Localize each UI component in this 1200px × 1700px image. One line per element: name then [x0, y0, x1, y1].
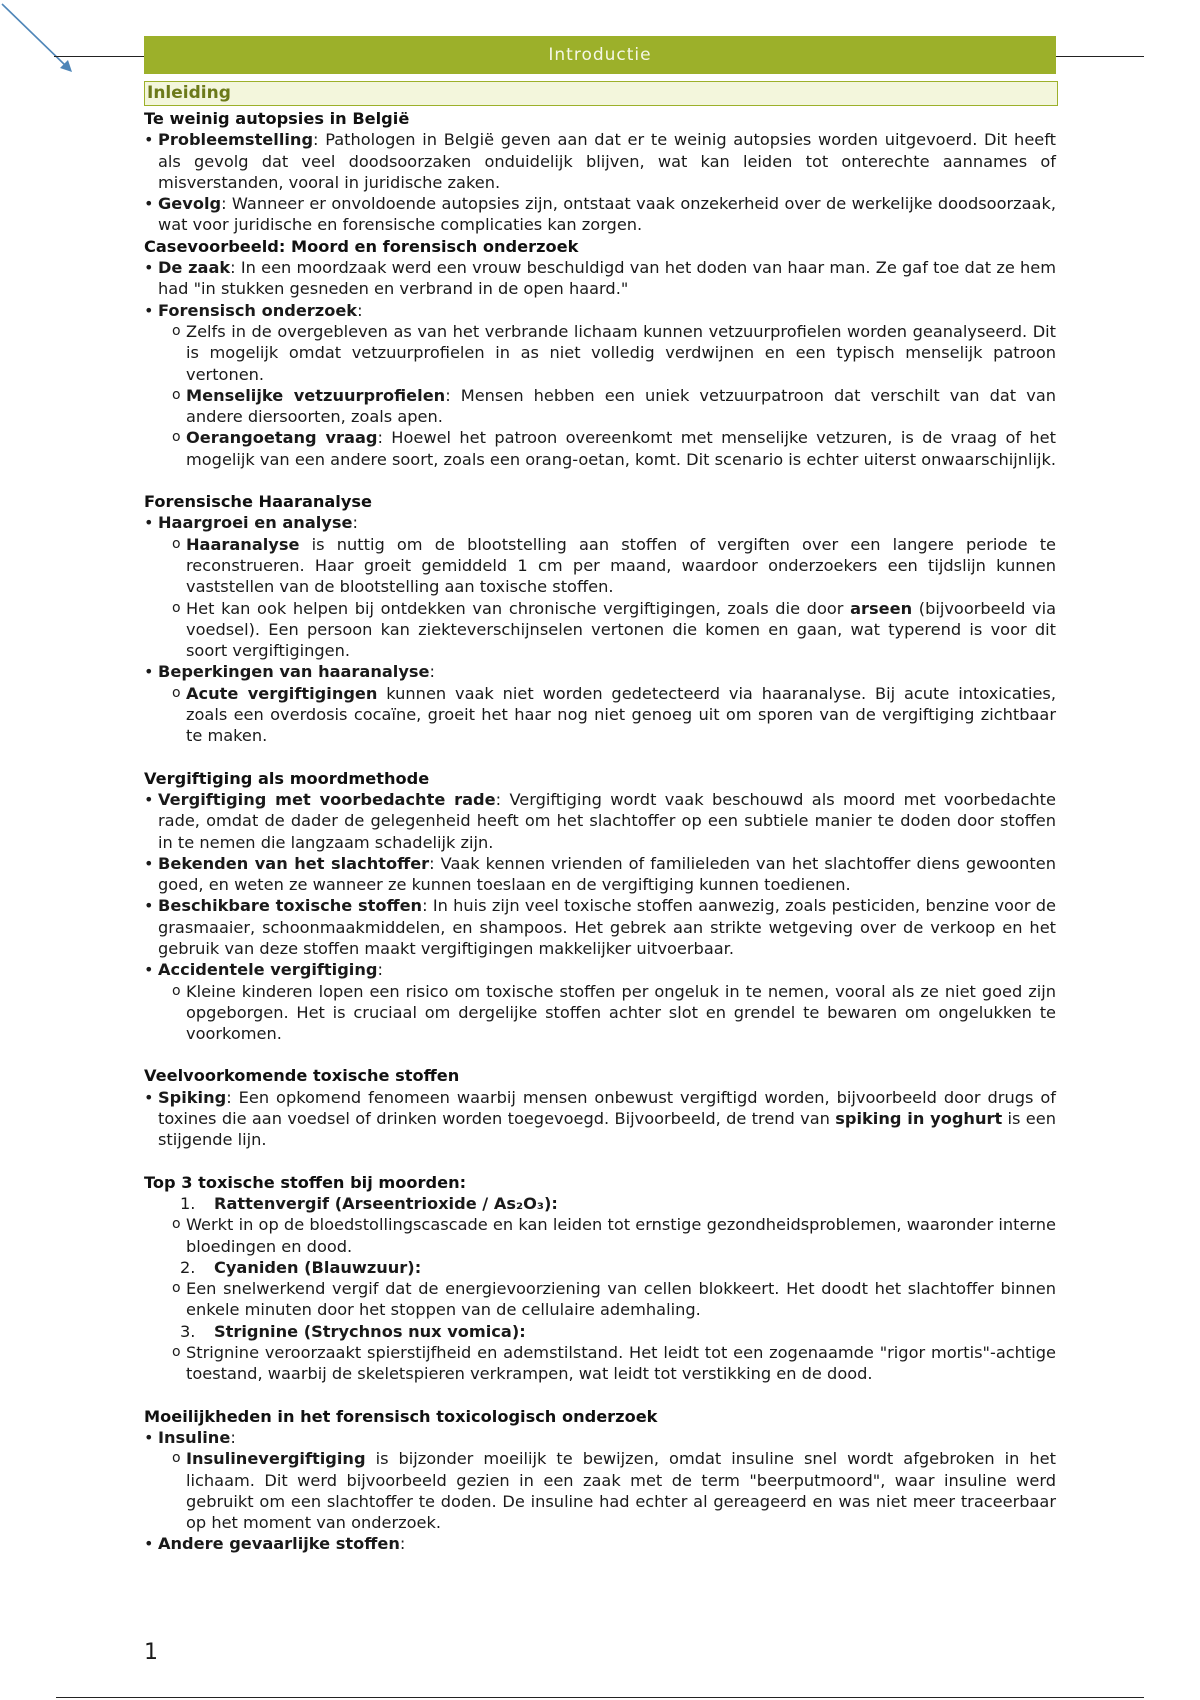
heading-case: Casevoorbeeld: Moord en forensisch onderzoek — [144, 236, 579, 256]
heading-top3: Top 3 toxische stoffen bij moorden: — [144, 1172, 467, 1192]
sub-bullet-item: o Oerangoetang vraag: Hoewel het patroon overeenkomt met menselijke vetzuren, is de vraag of het mogelijk van een andere soort, zoals een orang-oetan, komt. Dit scenario is echter uiterst onwaarschijnlijk. — [172, 428, 1056, 469]
footer-rule — [56, 1697, 1144, 1698]
bullet-icon: • — [144, 1087, 154, 1107]
header-rule-right — [1054, 56, 1144, 57]
sub-bullet-icon: o — [172, 684, 181, 701]
sub-bullet-icon: o — [172, 1280, 181, 1297]
heading-hair-analysis: Forensische Haaranalyse — [144, 492, 373, 512]
sub-bullet-item: o Werkt in op de bloedstollingscascade en kan leiden tot ernstige gezondheidsproblemen, waaronder interne bloedingen en dood. — [172, 1215, 1056, 1256]
numbered-item: 2. Cyaniden (Blauwzuur): — [180, 1257, 422, 1277]
bullet-item: • Andere gevaarlijke stoffen: — [144, 1534, 406, 1554]
sub-bullet-item: o Het kan ook helpen bij ontdekken van chronische vergiftigingen, zoals die door arseen (bijvoorbeeld via voedsel). Een persoon kan ziekteverschijnselen vertonen die komen en gaan, wat typerend is voor dit soort vergiftigingen. — [172, 598, 1056, 661]
bullet-icon: • — [144, 896, 154, 916]
bullet-item: • De zaak: In een moordzaak werd een vrouw beschuldigd van het doden van haar man. Ze gaf toe dat ze hem had "in stukken gesneden en verbrand in de open haard." — [144, 258, 1056, 299]
bullet-item: • Accidentele vergiftiging: — [144, 960, 383, 980]
sub-bullet-icon: o — [172, 1450, 181, 1467]
sub-bullet-item: o Haaranalyse is nuttig om de blootstelling aan stoffen of vergiften over een langere periode te reconstrueren. Haar groeit gemiddeld 1 cm per maand, waardoor onderzoekers een tijdslijn kunnen vaststellen van de blootstelling aan toxische stoffen. — [172, 534, 1056, 597]
bullet-icon: • — [144, 130, 154, 150]
bullet-icon: • — [144, 662, 154, 682]
bullet-item: • Probleemstelling: Pathologen in België geven aan dat er te weinig autopsies worden uitgevoerd. Dit heeft als gevolg dat veel doodsoorzaken onduidelijk blijven, wat kan leiden tot onterechte aannames of misverstanden, vooral in juridische zaken. — [144, 130, 1056, 192]
sub-bullet-item: o Menselijke vetzuurprofielen: Mensen hebben een uniek vetzuurpatroon dat verschilt van dat van andere diersoorten, zoals apen. — [172, 385, 1056, 427]
sub-bullet-icon: o — [172, 982, 181, 999]
numbered-item: 3. Strignine (Strychnos nux vomica): — [180, 1321, 526, 1341]
bullet-icon: • — [144, 789, 154, 809]
bullet-item: • Beperkingen van haaranalyse: — [144, 662, 435, 682]
sub-bullet-item: o Kleine kinderen lopen een risico om toxische stoffen per ongeluk in te nemen, vooral als ze niet goed zijn opgeborgen. Het is cruciaal om dergelijke stoffen achter slot en grendel te bewaren om ongelukken te voorkomen. — [172, 981, 1056, 1044]
bullet-icon: • — [144, 300, 154, 320]
bullet-item: • Spiking: Een opkomend fenomeen waarbij mensen onbewust vergiftigd worden, bijvoorbeeld door drugs of toxines die aan voedsel of drinken worden toegevoegd. Bijvoorbeeld, de trend van spiking in yoghurt is een stijgende lijn. — [144, 1087, 1056, 1150]
bullet-icon: • — [144, 258, 154, 278]
header-rule-left — [54, 56, 144, 57]
bullet-icon: • — [144, 853, 154, 873]
document-body — [144, 108, 1056, 1555]
arrow-icon — [0, 0, 80, 80]
chapter-header: Introductie — [144, 36, 1056, 74]
bullet-icon: • — [144, 960, 154, 980]
bullet-icon: • — [144, 1534, 154, 1554]
sub-bullet-icon: o — [172, 1216, 181, 1233]
section-title: Inleiding — [144, 81, 1058, 106]
bullet-item: • Bekenden van het slachtoffer: Vaak kennen vrienden of familieleden van het slachtoffer diens gewoonten goed, en weten ze wanneer ze kunnen toeslaan en de vergiftiging kunnen toedienen. — [144, 853, 1056, 895]
sub-bullet-icon: o — [172, 1344, 181, 1361]
sub-bullet-item: o Een snelwerkend vergif dat de energievoorziening van cellen blokkeert. Het doodt het slachtoffer binnen enkele minuten door het stoppen van de cellulaire ademhaling. — [172, 1279, 1056, 1320]
heading-autopsies: Te weinig autopsies in België — [144, 109, 410, 128]
sub-bullet-icon: o — [172, 386, 181, 403]
sub-bullet-item: o Acute vergiftigingen kunnen vaak niet worden gedetecteerd via haaranalyse. Bij acute intoxicaties, zoals een overdosis cocaïne, groeit het haar nog niet genoeg uit om sporen van de vergiftiging zichtbaar te maken. — [172, 683, 1056, 746]
bullet-icon: • — [144, 194, 154, 214]
page-number: 1 — [144, 1640, 158, 1665]
bullet-item: • Forensisch onderzoek: — [144, 300, 363, 320]
sub-bullet-icon: o — [172, 599, 181, 616]
bullet-item: • Haargroei en analyse: — [144, 513, 358, 533]
bullet-item: • Beschikbare toxische stoffen: In huis zijn veel toxische stoffen aanwezig, zoals pesticiden, benzine voor de grasmaaier, schoonmaakmiddelen, en shampoos. Het gebrek aan strikte wetgeving over de verkoop en het gebruik van deze stoffen maakt vergiftigingen makkelijker uitvoerbaar. — [144, 896, 1056, 958]
sub-bullet-item: o Zelfs in de overgebleven as van het verbrande lichaam kunnen vetzuurprofielen worden geanalyseerd. Dit is mogelijk omdat vetzuurprofielen in as niet volledig verdwijnen en een typisch menselijk patroon vertonen. — [172, 321, 1056, 384]
numbered-item: 1. Rattenvergif (Arseentrioxide / As₂O₃): — [180, 1193, 558, 1213]
heading-difficulties: Moeilijkheden in het forensisch toxicologisch onderzoek — [144, 1406, 658, 1426]
bullet-icon: • — [144, 513, 154, 533]
sub-bullet-item: o Insulinevergiftiging is bijzonder moeilijk te bewijzen, omdat insuline snel wordt afgebroken in het lichaam. Dit werd bijvoorbeeld gezien in een zaak met de term "beerputmoord", waar insuline werd gebruikt om een slachtoffer te doden. De insuline had echter al gereageerd en was niet meer traceerbaar op het moment van onderzoek. — [172, 1449, 1056, 1533]
bullet-item: • Vergiftiging met voorbedachte rade: Vergiftiging wordt vaak beschouwd als moord met voorbedachte rade, omdat de dader de gelegenheid heeft om het slachtoffer op een subtiele manier te doden door stoffen in te nemen die langzaam schadelijk zijn. — [144, 789, 1056, 852]
sub-bullet-icon: o — [172, 429, 181, 446]
heading-common-toxins: Veelvoorkomende toxische stoffen — [144, 1066, 460, 1086]
bullet-item: • Gevolg: Wanneer er onvoldoende autopsies zijn, ontstaat vaak onzekerheid over de werkelijke doodsoorzaak, wat voor juridische en forensische complicaties kan zorgen. — [144, 194, 1056, 235]
heading-poisoning-method: Vergiftiging als moordmethode — [144, 768, 430, 788]
bullet-icon: • — [144, 1427, 154, 1447]
bullet-item: • Insuline: — [144, 1427, 236, 1447]
sub-bullet-item: o Strignine veroorzaakt spierstijfheid en ademstilstand. Het leidt tot een zogenaamde "rigor mortis"-achtige toestand, waarbij de skeletspieren verkrampen, wat leidt tot verstikking en de dood. — [172, 1343, 1056, 1384]
sub-bullet-icon: o — [172, 535, 181, 552]
sub-bullet-icon: o — [172, 322, 181, 339]
